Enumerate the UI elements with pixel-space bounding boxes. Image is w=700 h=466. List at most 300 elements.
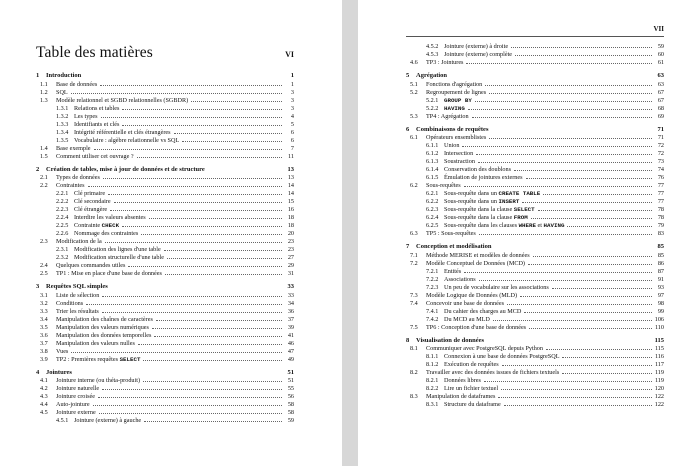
entry-title <box>56 348 68 356</box>
entry-number: 6.2 <box>410 182 418 189</box>
toc-section-entry[interactable] <box>36 97 294 105</box>
entry-title-text: Du cahier des charges au MCD <box>444 307 522 315</box>
dot-leader <box>102 295 282 297</box>
entry-title <box>426 369 559 377</box>
entry-title-text: Sous-requête dans un <box>444 190 499 197</box>
entry-title-text: Sous-requêtes <box>426 182 461 189</box>
entry-title <box>426 230 476 238</box>
dot-leader <box>493 319 652 321</box>
entry-title-text: Jointures <box>46 368 72 376</box>
toc-subsection-entry[interactable] <box>406 361 664 369</box>
entry-title <box>444 97 472 105</box>
toc-chapter-entry[interactable] <box>406 243 664 252</box>
entry-title-text: Sous-requête dans la clause <box>444 206 514 213</box>
entry-title-text: Introduction <box>46 72 82 79</box>
entry-number: 4.3 <box>40 393 48 400</box>
toc-section-entry[interactable] <box>36 401 294 409</box>
toc-section-entry[interactable] <box>36 356 294 364</box>
dot-leader <box>98 396 282 398</box>
entry-title <box>56 174 100 182</box>
entry-title <box>426 81 482 89</box>
entry-title <box>426 393 495 401</box>
entry-number: 8 <box>406 336 410 344</box>
toc-section-entry[interactable] <box>406 260 664 268</box>
entry-page-number: 119 <box>654 369 664 376</box>
toc-section-entry[interactable] <box>36 385 294 393</box>
toc-section-entry[interactable] <box>406 182 664 190</box>
toc-subsection-entry[interactable] <box>406 284 664 292</box>
entry-title-text: Regroupement de lignes <box>426 88 487 96</box>
toc-section-entry[interactable] <box>406 59 664 67</box>
toc-section-entry[interactable] <box>406 252 664 260</box>
dot-leader <box>522 201 652 203</box>
entry-page-number: 46 <box>287 339 294 347</box>
toc-section-entry[interactable] <box>36 316 294 324</box>
dot-leader <box>154 335 282 337</box>
entry-title-keyword: SELECT <box>513 206 535 213</box>
toc-subsection-entry[interactable] <box>406 377 664 385</box>
toc-section-entry[interactable] <box>36 324 294 332</box>
toc-chapter-entry[interactable] <box>406 126 664 135</box>
entry-page-number: 37 <box>287 315 294 323</box>
entry-number: 6.2.1 <box>426 190 439 197</box>
entry-title <box>56 316 153 324</box>
entry-title <box>56 97 188 105</box>
entry-number: 1 <box>36 72 40 79</box>
entry-number: 3.2 <box>40 299 48 307</box>
entry-title-text: Communiquer avec PostgreSQL depuis Python <box>426 345 543 352</box>
toc-subsection-entry[interactable] <box>406 158 664 166</box>
toc-chapter-entry[interactable] <box>406 72 664 81</box>
dot-leader <box>164 249 282 251</box>
toc-section-entry[interactable] <box>36 262 294 270</box>
dot-leader <box>533 255 652 257</box>
toc-section-entry[interactable] <box>36 348 294 356</box>
toc-list-right <box>406 43 664 409</box>
entry-number: 4.5.1 <box>56 417 69 424</box>
entry-page-number: 115 <box>654 345 664 352</box>
toc-list-left <box>36 72 294 425</box>
toc-subsection-entry[interactable] <box>406 43 664 51</box>
entry-page-number: 79 <box>657 222 664 229</box>
toc-subsection-entry[interactable] <box>406 198 664 206</box>
entry-title-keyword-2: HAVING <box>543 222 565 229</box>
entry-title <box>426 260 525 268</box>
entry-title <box>444 385 498 393</box>
toc-subsection-entry[interactable] <box>36 129 294 137</box>
entry-number: 4.5.2 <box>426 43 439 50</box>
entry-page-number: 72 <box>657 142 664 149</box>
entry-number: 4.5.3 <box>426 51 439 58</box>
entry-number: 1.3.5 <box>56 136 69 144</box>
toc-section-entry[interactable] <box>36 340 294 348</box>
entry-title-text: Création de tables, mise à jour de données et de structure <box>46 165 205 173</box>
entry-page-number: 13 <box>287 165 294 173</box>
toc-section-entry[interactable] <box>36 81 294 89</box>
toc-section-entry[interactable] <box>406 300 664 308</box>
toc-subsection-entry[interactable] <box>406 142 664 150</box>
entry-number: 6.1.3 <box>426 158 439 165</box>
entry-page-number: 71 <box>657 134 664 141</box>
entry-number: 2.2.2 <box>56 198 69 205</box>
entry-title-text: Manipulation des valeurs numériques <box>56 323 149 331</box>
dot-leader <box>567 225 652 227</box>
entry-title <box>74 230 138 238</box>
toc-section-entry[interactable] <box>36 238 294 246</box>
entry-title <box>426 345 543 353</box>
toc-subsection-entry[interactable] <box>36 417 294 425</box>
entry-title-text: Intersection <box>444 150 474 157</box>
toc-chapter-entry[interactable] <box>36 166 294 175</box>
toc-subsection-entry[interactable] <box>406 268 664 276</box>
entry-number: 3.6 <box>40 331 48 339</box>
entry-title-text: Opérateurs ensemblistes <box>426 134 487 141</box>
dot-leader <box>524 311 652 313</box>
toc-section-entry[interactable] <box>36 145 294 153</box>
entry-title-text: TP6 : Conception d'une base de données <box>426 323 527 331</box>
entry-number: 8.3 <box>410 393 418 400</box>
entry-page-number: 99 <box>657 307 664 315</box>
entry-page-number: 72 <box>657 150 664 157</box>
entry-number: 2.1 <box>40 174 48 181</box>
entry-page-number: 3 <box>290 104 294 112</box>
entry-title-text: Fonctions d'agrégation <box>426 80 483 88</box>
entry-title-text: Vocabulaire : algèbre relationnelle vs SQL <box>74 136 180 144</box>
dot-leader <box>167 257 282 259</box>
entry-title <box>56 238 102 246</box>
entry-page-number: 87 <box>657 267 664 275</box>
dot-leader <box>122 124 282 126</box>
entry-title-keyword: HAVING <box>444 104 465 112</box>
entry-title-text: Quelques commandes utiles <box>56 262 126 269</box>
toc-section-entry[interactable] <box>406 113 664 121</box>
entry-title <box>444 361 499 369</box>
dot-leader <box>531 217 652 219</box>
entry-title-text: Modèle relationnel et SGBD relationnelles (SGBDR) <box>56 96 189 104</box>
entry-number: 7.2.3 <box>426 283 439 291</box>
entry-number: 3.8 <box>40 347 48 355</box>
entry-title <box>416 72 447 81</box>
entry-page-number: 77 <box>657 198 664 205</box>
entry-number: 2.2.1 <box>56 190 69 197</box>
entry-title-text: Union <box>444 142 460 149</box>
toc-subsection-entry[interactable] <box>36 137 294 145</box>
entry-title-text: Modification de la <box>56 238 102 245</box>
entry-title-text: Jointure (externe) à droite <box>444 43 509 50</box>
toc-section-entry[interactable] <box>406 230 664 238</box>
toc-section-entry[interactable] <box>36 270 294 278</box>
entry-title-text: Comment utiliser cet ouvrage ? <box>56 152 134 160</box>
entry-number: 2 <box>36 165 40 173</box>
entry-page-number: 78 <box>657 214 664 221</box>
entry-number: 4.2 <box>40 385 48 392</box>
entry-page-number: 69 <box>657 112 664 120</box>
entry-page-number: 120 <box>654 385 664 392</box>
entry-number: 3.3 <box>40 307 48 315</box>
toc-chapter-entry[interactable] <box>406 337 664 346</box>
toc-subsection-entry[interactable] <box>36 222 294 230</box>
entry-number: 7.5 <box>410 323 418 331</box>
toc-section-entry[interactable] <box>36 300 294 308</box>
entry-page-number: 18 <box>287 214 294 221</box>
dot-leader <box>105 241 282 243</box>
entry-title-text: Entités <box>444 267 462 275</box>
entry-title-keyword: WHERE <box>518 222 536 229</box>
toc-section-entry[interactable] <box>36 393 294 401</box>
toc-section-entry[interactable] <box>36 332 294 340</box>
toc-subsection-entry[interactable] <box>406 385 664 393</box>
entry-number: 2.2.6 <box>56 230 69 237</box>
entry-title-text: TP5 : Sous-requêtes <box>426 230 476 237</box>
dot-leader <box>141 233 282 235</box>
toc-section-entry[interactable] <box>406 134 664 142</box>
entry-page-number: 23 <box>287 246 294 253</box>
toc-section-entry[interactable] <box>36 308 294 316</box>
entry-page-number: 67 <box>657 96 664 104</box>
entry-page-number: 7 <box>290 144 294 152</box>
toc-subsection-entry[interactable] <box>36 105 294 113</box>
entry-title <box>46 283 108 292</box>
toc-section-entry[interactable] <box>406 292 664 300</box>
entry-title <box>426 134 486 142</box>
entry-page-number: 59 <box>657 43 664 50</box>
entry-number: 7.2 <box>410 259 418 267</box>
toc-subsection-entry[interactable] <box>36 230 294 238</box>
toc-subsection-entry[interactable] <box>36 254 294 262</box>
entry-title-text: Trier les résultats <box>56 307 99 315</box>
entry-title <box>444 284 549 292</box>
toc-subsection-entry[interactable] <box>406 316 664 324</box>
entry-number: 2.2.3 <box>56 206 69 213</box>
entry-title <box>74 417 141 425</box>
entry-title-keyword: SELECT <box>119 355 141 363</box>
entry-title-text: TP4 : Agrégation <box>426 112 469 120</box>
entry-page-number: 85 <box>657 251 664 259</box>
entry-title <box>444 142 459 150</box>
entry-title <box>56 89 68 97</box>
toc-title: Table des matières <box>36 44 153 61</box>
toc-section-entry[interactable] <box>406 89 664 97</box>
toc-subsection-entry[interactable] <box>406 150 664 158</box>
toc-subsection-entry[interactable] <box>406 105 664 113</box>
entry-number: 1.1 <box>40 80 48 88</box>
entry-number: 2.4 <box>40 262 48 269</box>
toc-subsection-entry[interactable] <box>406 214 664 222</box>
toc-section-entry[interactable] <box>36 292 294 300</box>
toc-section-entry[interactable] <box>36 174 294 182</box>
toc-subsection-entry[interactable] <box>406 222 664 230</box>
toc-section-entry[interactable] <box>406 81 664 89</box>
dot-leader <box>114 201 282 203</box>
entry-title-text: Interdire les valeurs absentes <box>74 214 146 221</box>
dot-leader <box>182 140 282 142</box>
entry-number: 6.1.4 <box>426 166 439 173</box>
entry-title <box>56 385 99 393</box>
dot-leader <box>464 185 652 187</box>
entry-title <box>74 137 179 145</box>
dot-leader <box>562 356 651 358</box>
entry-title-text: Les types <box>74 112 98 120</box>
entry-title <box>56 153 134 161</box>
entry-number: 5 <box>406 72 410 79</box>
dot-leader <box>507 303 652 305</box>
toc-subsection-entry[interactable] <box>406 308 664 316</box>
entry-page-number: 13 <box>287 174 294 181</box>
entry-number: 7.2.2 <box>426 275 439 283</box>
toc-subsection-entry[interactable] <box>36 190 294 198</box>
entry-title <box>426 324 526 332</box>
toc-section-entry[interactable] <box>36 377 294 385</box>
entry-title-text: Associations <box>444 275 476 283</box>
dot-leader <box>479 279 652 281</box>
entry-page-number: 60 <box>657 51 664 58</box>
entry-page-number: 63 <box>657 72 664 79</box>
entry-page-number: 122 <box>654 401 664 408</box>
dot-leader <box>468 108 652 110</box>
entry-number: 2.3 <box>40 238 48 245</box>
entry-number: 1.5 <box>40 152 48 160</box>
entry-title <box>56 81 97 89</box>
dot-leader <box>138 343 282 345</box>
toc-section-entry[interactable] <box>406 324 664 332</box>
dot-leader <box>485 84 652 86</box>
entry-title-text: Nommage des contraintes <box>74 230 139 237</box>
entry-title <box>444 276 476 284</box>
entry-number: 7.4.2 <box>426 315 439 323</box>
toc-chapter-entry[interactable] <box>36 72 294 81</box>
entry-number: 6.3 <box>410 230 418 237</box>
entry-title <box>56 300 83 308</box>
entry-title-text: Connexion à une base de données PostgreSQL <box>444 353 560 360</box>
toc-chapter-entry[interactable] <box>36 369 294 378</box>
entry-page-number: 67 <box>657 88 664 96</box>
toc-subsection-entry[interactable] <box>406 276 664 284</box>
entry-number: 3.5 <box>40 323 48 331</box>
entry-title-text: Manipulation de dataframes <box>426 393 496 400</box>
entry-title-text: TP2 : Premières requêtes <box>56 355 120 363</box>
toc-subsection-entry[interactable] <box>36 113 294 121</box>
entry-title <box>444 190 540 198</box>
dot-leader <box>489 92 652 94</box>
toc-chapter-entry[interactable] <box>36 283 294 292</box>
toc-section-entry[interactable] <box>36 182 294 190</box>
entry-number: 3.4 <box>40 315 48 323</box>
entry-page-number: 47 <box>287 347 294 355</box>
toc-subsection-entry[interactable] <box>406 190 664 198</box>
entry-number: 6.1 <box>410 134 418 141</box>
entry-page-number: 68 <box>657 104 664 112</box>
dot-leader <box>191 100 282 102</box>
dot-leader <box>99 412 282 414</box>
toc-subsection-entry[interactable] <box>36 206 294 214</box>
entry-title-text: Exécution de requêtes <box>444 361 499 368</box>
toc-subsection-entry[interactable] <box>36 121 294 129</box>
dot-leader <box>520 295 652 297</box>
entry-title-text: Clé étrangère <box>74 206 108 213</box>
entry-page-number: 51 <box>287 377 294 384</box>
entry-page-number: 63 <box>657 80 664 88</box>
entry-title <box>444 222 564 230</box>
toc-subsection-entry[interactable] <box>36 198 294 206</box>
dot-leader <box>528 263 652 265</box>
entry-title-text: Travailler avec des données issues de fichiers textuels <box>426 369 560 376</box>
entry-number: 5.2.2 <box>426 104 439 112</box>
entry-title-text: Jointure (externe) complète <box>444 51 513 58</box>
entry-title <box>56 377 140 385</box>
entry-title <box>444 214 528 222</box>
entry-title <box>56 340 135 348</box>
toc-subsection-entry[interactable] <box>406 166 664 174</box>
toc-subsection-entry[interactable] <box>406 401 664 409</box>
toc-section-entry[interactable] <box>406 369 664 377</box>
entry-page-number: 93 <box>657 283 664 291</box>
entry-number: 8.1.1 <box>426 353 439 360</box>
entry-number: 4.1 <box>40 377 48 384</box>
entry-page-number: 58 <box>287 401 294 408</box>
dot-leader <box>122 108 282 110</box>
dot-leader <box>562 372 652 374</box>
entry-title <box>444 158 475 166</box>
toc-section-entry[interactable] <box>36 89 294 97</box>
entry-page-number: 5 <box>290 120 294 128</box>
entry-title-text-after: et <box>535 222 544 229</box>
toc-subsection-entry[interactable] <box>406 51 664 59</box>
toc-title-page-number: VI <box>285 50 294 59</box>
entry-title-text: Manipulation des valeurs nulles <box>56 339 135 347</box>
toc-subsection-entry[interactable] <box>406 97 664 105</box>
entry-page-number: 4 <box>290 112 294 120</box>
entry-page-number: 3 <box>290 96 294 104</box>
entry-number: 2.2.4 <box>56 214 69 221</box>
toc-subsection-entry[interactable] <box>406 353 664 361</box>
entry-number: 8.1 <box>410 345 418 352</box>
dot-leader <box>86 303 282 305</box>
dot-leader <box>122 225 282 227</box>
entry-number: 3.9 <box>40 355 48 363</box>
toc-section-entry[interactable] <box>36 153 294 161</box>
entry-title-text: Agrégation <box>416 72 448 79</box>
toc-subsection-entry[interactable] <box>36 246 294 254</box>
entry-title <box>444 377 481 385</box>
toc-subsection-entry[interactable] <box>406 206 664 214</box>
entry-page-number: 85 <box>657 243 664 250</box>
entry-title <box>56 262 125 270</box>
entry-title-keyword: CHECK <box>101 222 120 229</box>
entry-title-text: Modèle Logique de Données (MLD) <box>426 291 518 299</box>
entry-number: 1.4 <box>40 144 48 152</box>
entry-page-number: 31 <box>287 270 294 277</box>
entry-title-text: Un peu de vocabulaire sur les associations <box>444 283 549 291</box>
toc-section-entry[interactable] <box>406 345 664 353</box>
entry-number: 6.1.1 <box>426 142 439 149</box>
toc-section-entry[interactable] <box>36 409 294 417</box>
toc-subsection-entry[interactable] <box>36 214 294 222</box>
toc-subsection-entry[interactable] <box>406 174 664 182</box>
dot-leader <box>479 233 652 235</box>
entry-title <box>444 150 473 158</box>
entry-title <box>46 72 81 81</box>
toc-section-entry[interactable] <box>406 393 664 401</box>
entry-page-number: 58 <box>287 409 294 416</box>
entry-number: 6.2.4 <box>426 214 439 221</box>
entry-title <box>56 324 149 332</box>
entry-title-keyword: CREATE TABLE <box>498 190 541 197</box>
entry-page-number: 74 <box>657 166 664 173</box>
dot-leader <box>71 351 282 353</box>
entry-title-text: Relations et tables <box>74 104 120 112</box>
entry-number: 7 <box>406 243 410 250</box>
entry-title <box>74 105 119 113</box>
